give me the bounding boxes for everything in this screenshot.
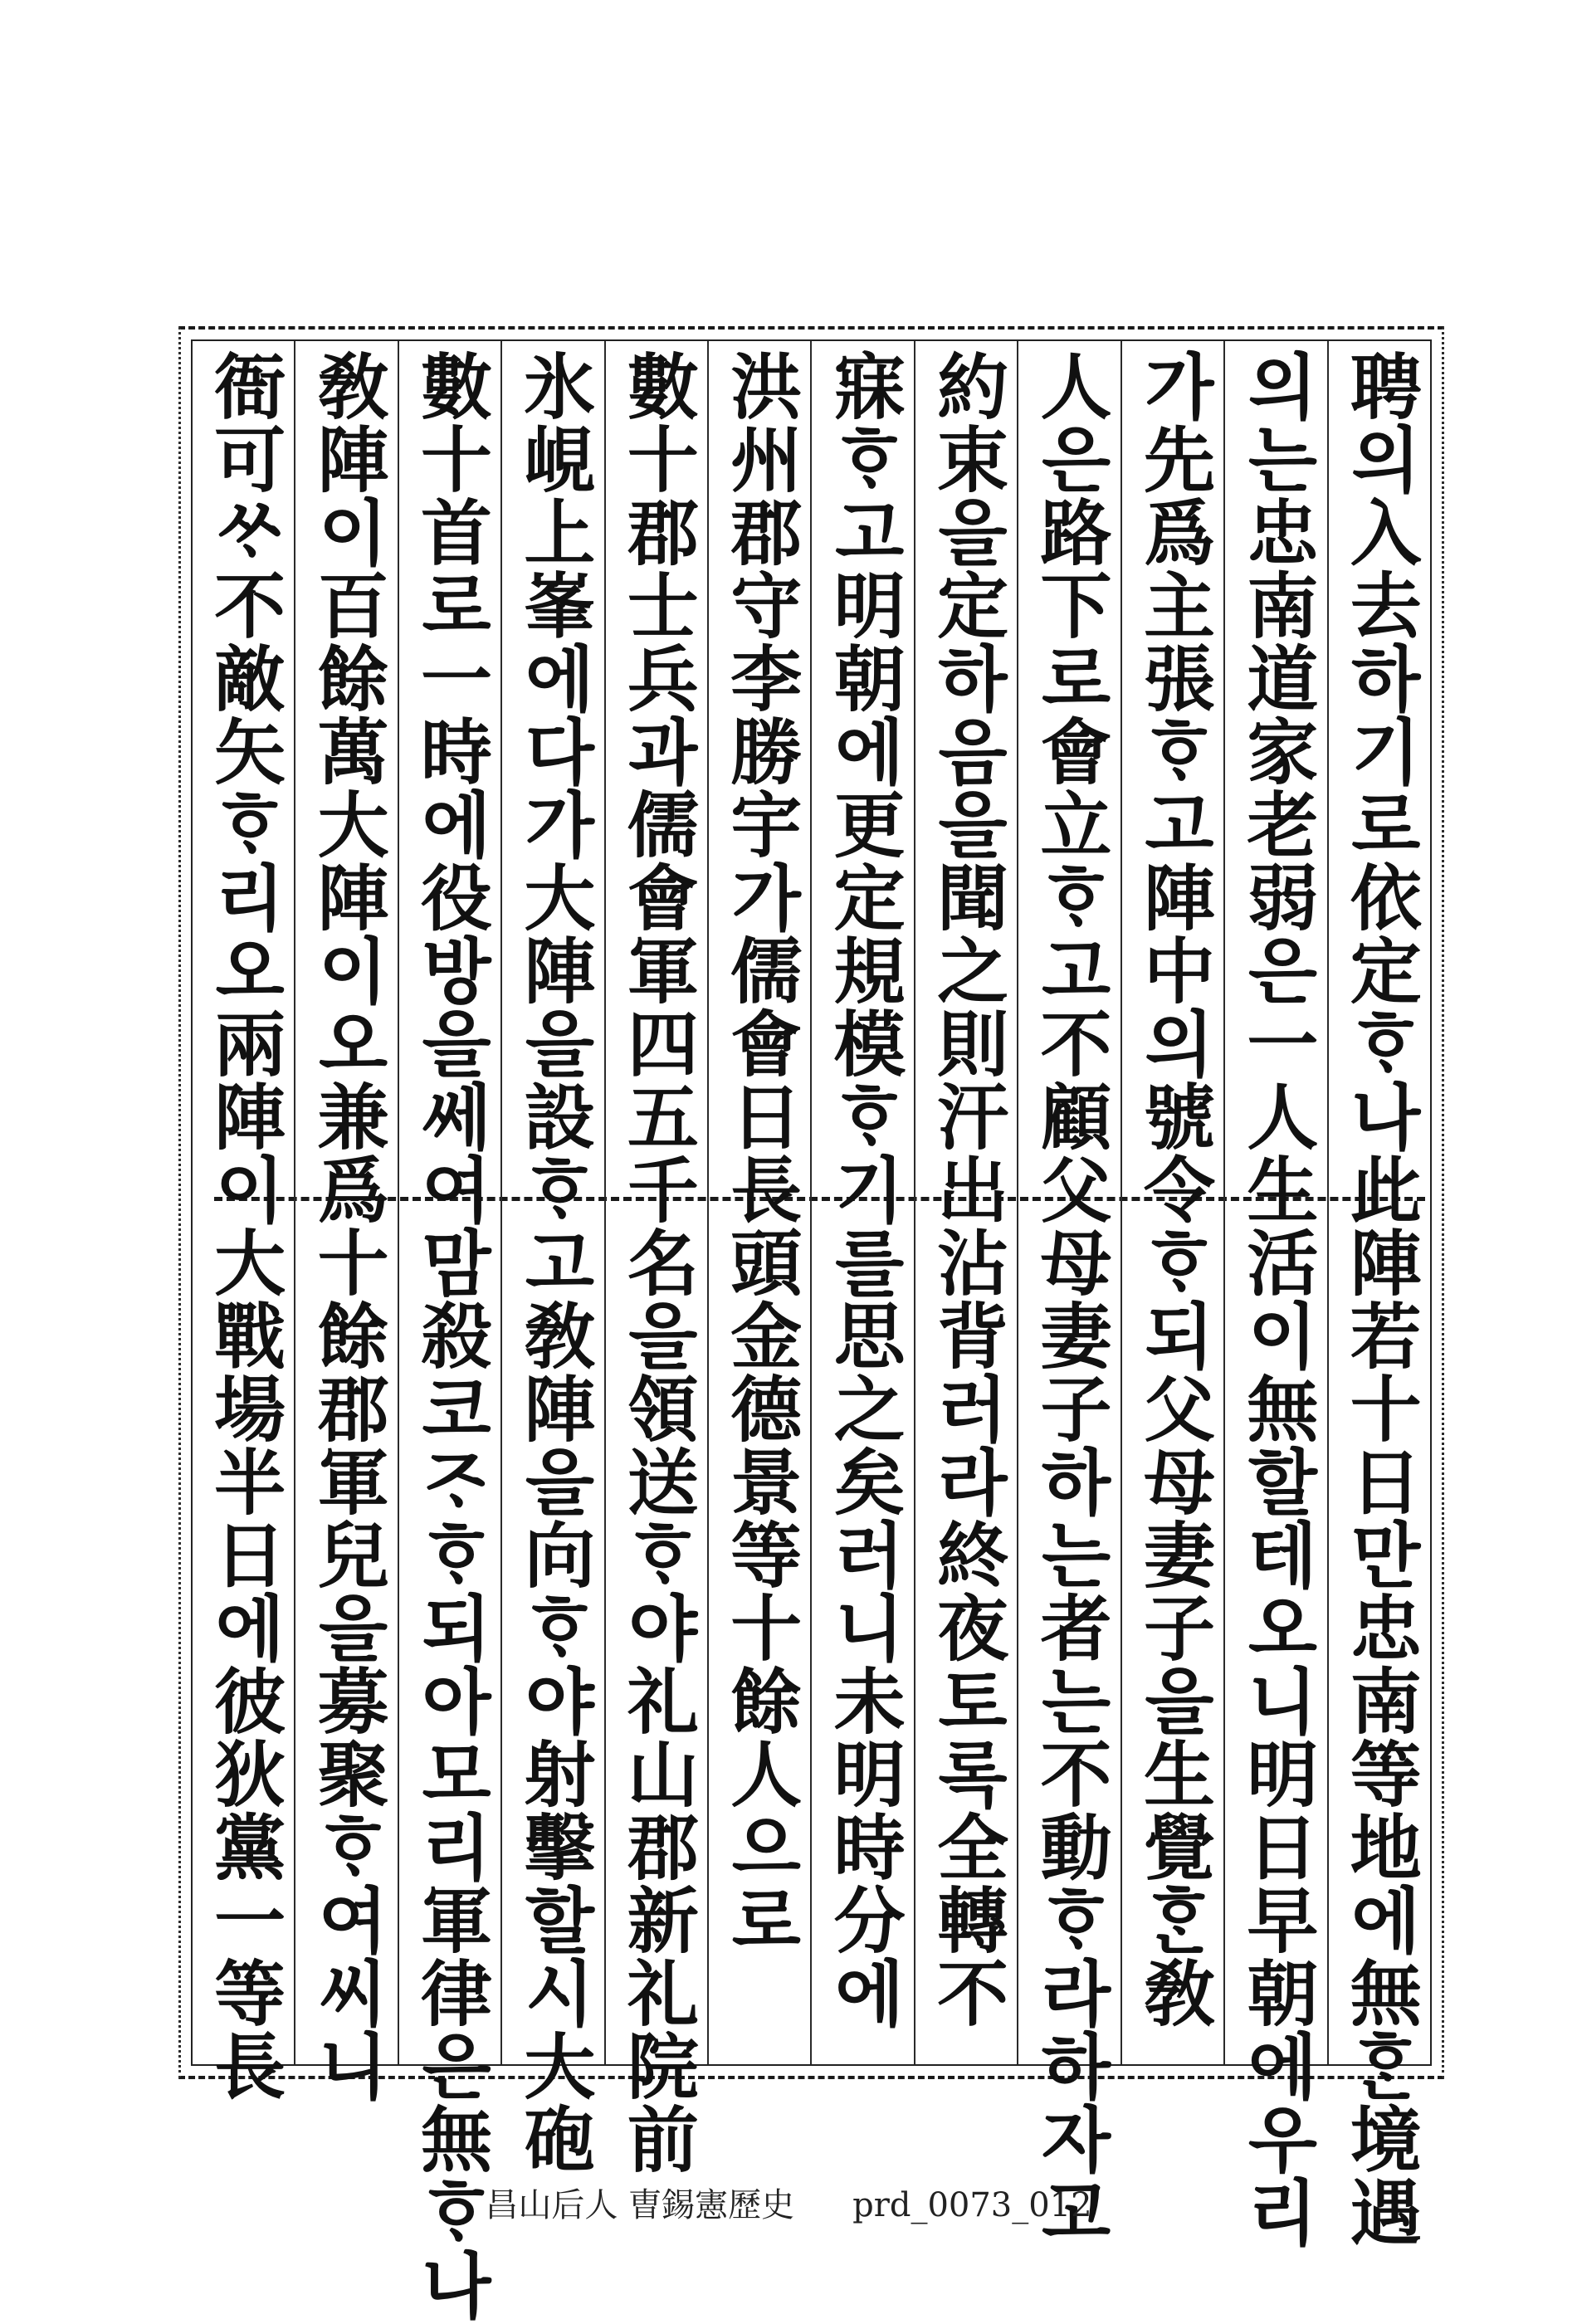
text-column-12 <box>193 341 294 2102</box>
text-column-10 <box>398 341 500 2322</box>
page-footer <box>0 2179 1577 2226</box>
text-column-3 <box>1120 341 1223 2064</box>
column-text: 衙可ᄊᆞ不敵矢ᄒᆞ리오兩陣이大戰場半日에彼狄黨一等長 <box>202 349 286 2102</box>
text-column-5 <box>914 341 1017 2064</box>
footer-code: prd_0073_012 <box>852 2186 1092 2224</box>
text-column-1 <box>1327 341 1430 2248</box>
column-text: 의는忠南道家老弱은一人生活이無할테오니明日早朝에우리 <box>1234 349 1319 2248</box>
text-column-7 <box>707 341 810 2064</box>
column-text: 寐ᄒᆞ고明朝에更定規模ᄒᆞ기를思之矣러니未明時分에 <box>821 349 906 2029</box>
column-text: 가先爲主張ᄒᆞ고陣中의號令ᄒᆞ되父母妻子을生覺ᄒᆞᆫ敎 <box>1130 349 1215 2029</box>
column-text: 聘의入去하기로依定ᄒᆞ나此陣若十日만忠南等地에無ᄒᆞᆫ境遇 <box>1337 349 1422 2248</box>
text-column-4 <box>1017 341 1120 2248</box>
column-text: 數十郡士兵과儒會軍四五千名을領送ᄒᆞ야礼山郡新礼院前 <box>614 349 699 2175</box>
column-text: 人은路下로會立ᄒᆞ고不顧父母妻子하는者는不動ᄒᆞ라하자고 <box>1028 349 1112 2248</box>
column-text: 敎陣이百餘萬大陣이오兼爲十餘郡軍兒을募聚ᄒᆞ여씨니 <box>305 349 389 2102</box>
column-text: 約束을定하음을聞之則汗出沾背러라終夜토록全轉不 <box>925 349 1009 2029</box>
column-text: 數十首로一時에役방을쎄여맘殺코ᄌᆞᄒᆞ되아모리軍律은無ᄒᆞ나 <box>408 349 492 2322</box>
footer-author: 昌山后人 曺錫憲歷史 <box>485 2186 795 2224</box>
text-column-2 <box>1223 341 1326 2248</box>
column-text: 氷峴上峯에다가大陣을設ᄒᆞ고敎陣을向ᄒᆞ야射擊할시大砲 <box>511 349 596 2175</box>
text-column-11 <box>294 341 397 2102</box>
column-text: 洪州郡守李勝宇가儒會日長頭金德景等十餘人으로 <box>718 349 803 1956</box>
text-column-6 <box>810 341 913 2064</box>
text-column-9 <box>500 341 603 2175</box>
text-column-8 <box>604 341 707 2175</box>
